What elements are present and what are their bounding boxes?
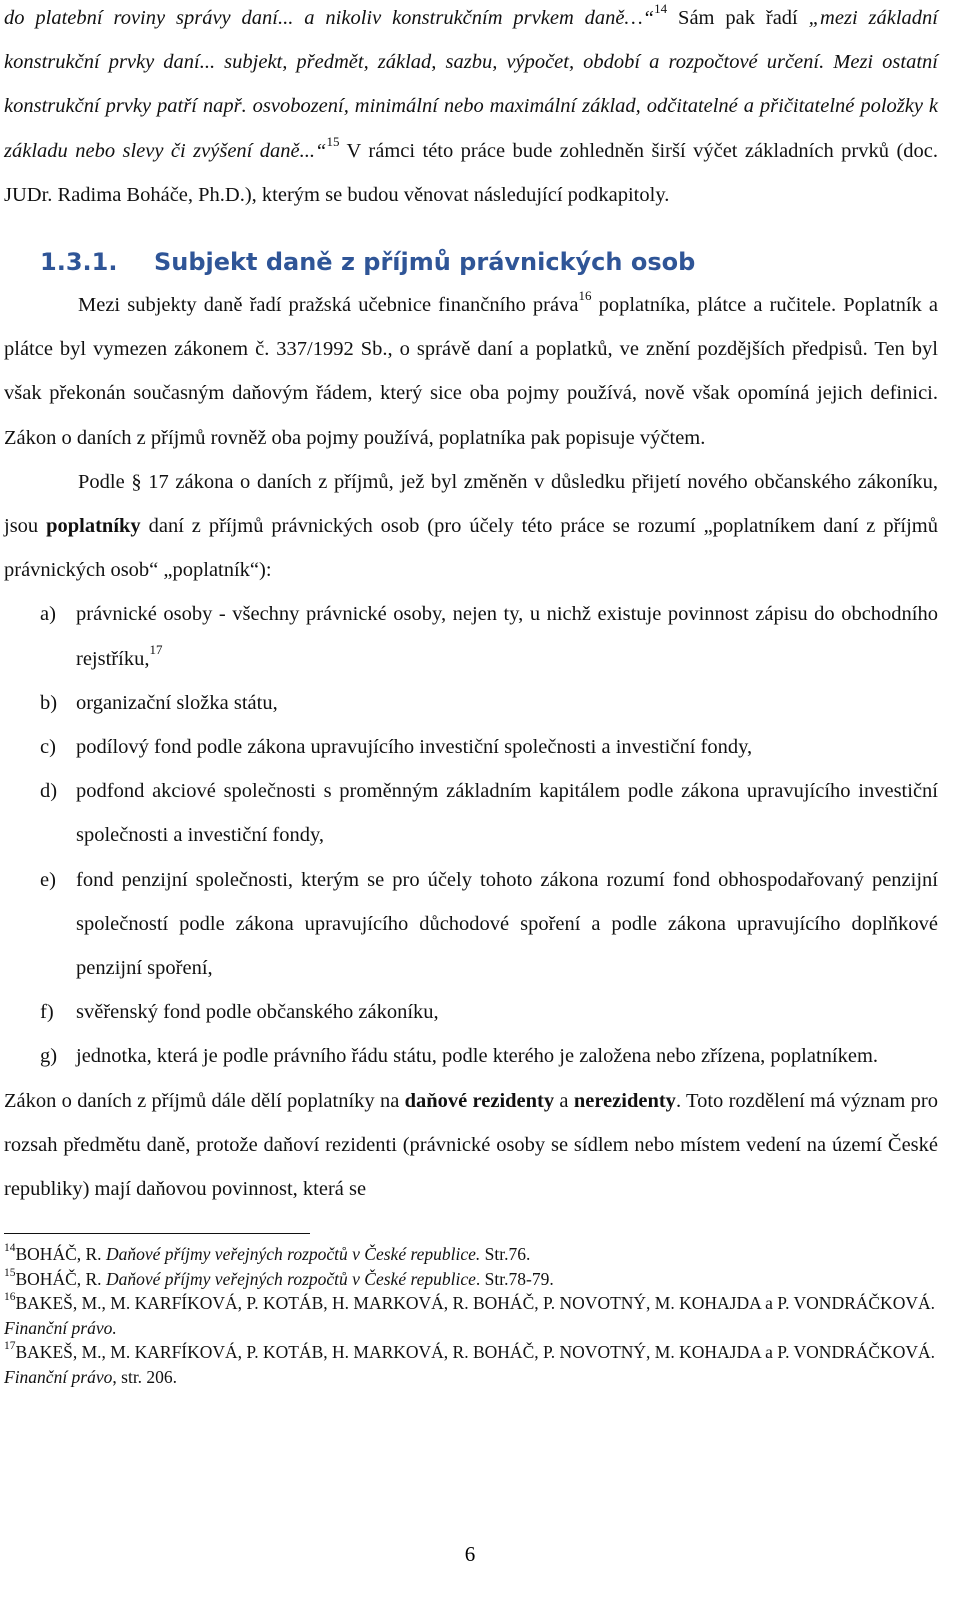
footnote: [4, 1291, 938, 1340]
list-item: [4, 858, 938, 991]
body-text: V rámci této práce bude zohledněn širší výčet základních prvků (doc. JUDr. Radima Boháče, Ph.D.), kterým se budou věnovat následující podkapitoly.: [4, 139, 938, 206]
list-item: [4, 592, 938, 680]
footnote-ref[interactable]: 17: [149, 641, 163, 657]
list-item-text: [76, 769, 938, 857]
list-item-content: podílový fond podle zákona upravujícího investiční společnosti a investiční fondy,: [76, 736, 753, 759]
footnote-text: Str.76.: [480, 1244, 531, 1265]
footnote: [4, 1340, 938, 1389]
body-text: Mezi subjekty daně řadí pražská učebnice finančního práva: [78, 294, 579, 317]
footnote-text: . Str.78-79.: [475, 1268, 554, 1289]
list-marker: b): [40, 691, 58, 714]
section-title: Subjekt daně z příjmů právnických osob: [154, 248, 696, 277]
bold-term: poplatníky: [46, 515, 141, 538]
paragraph-intro: [4, 0, 938, 217]
body-text: poplatníka, plátce a ručitele. Poplatník a plátce byl vymezen zákonem č. 337/1992 Sb., o správě daní a poplatků, ve znění pozdějších předpisů. Ten byl však překonán současným daňovým řádem, který sice oba pojmy používá, nově však opomíná jejich definici. Zákon o daních z příjmů rovněž oba pojmy používá, poplatníka pak popisuje výčtem.: [4, 294, 939, 449]
list-item-content: fond penzijní společnosti, kterým se pro účely tohoto zákona rozumí fond obhospodařovaný penzijní společností podle zákona upravujícího důchodové spoření a podle zákona upravujícího doplňkové penzijní spoření,: [76, 868, 938, 980]
footnote-number: 16: [4, 1291, 16, 1304]
list-item: [4, 725, 938, 769]
footnote-text: BOHÁČ, R.: [15, 1244, 106, 1265]
footnote-text: BAKEŠ, M., M. KARFÍKOVÁ, P. KOTÁB, H. MARKOVÁ, R. BOHÁČ, P. NOVOTNÝ, M. KOHAJDA a P. VONDRÁČKOVÁ.: [15, 1293, 935, 1314]
list-item-text: [76, 990, 938, 1034]
list-item-content: právnické osoby - všechny právnické osoby, nejen ty, u nichž existuje povinnost zápisu do obchodního rejstříku,: [76, 603, 938, 670]
quote-text: do platební roviny správy daní... a nikoliv konstrukčním prvkem daně…“: [4, 7, 655, 29]
list-item-content: podfond akciové společnosti s proměnným základním kapitálem podle zákona upravujícího investiční společnosti a investiční fondy,: [76, 780, 938, 847]
footnote-number: 17: [4, 1340, 16, 1353]
bold-term: daňové rezidenty: [404, 1089, 555, 1112]
body-text: Sám pak řadí: [667, 7, 809, 29]
body-text: daní z příjmů právnických osob (pro účely této práce se rozumí „poplatníkem daní z příjmů právnických osob“ „poplatník“):: [4, 515, 938, 582]
body-text: Podle § 17 zákona o daních z příjmů, jež byl změněn v důsledku přijetí nového občanského zákoníku, jsou: [4, 470, 938, 538]
paragraph-residency: [4, 1079, 938, 1212]
list-item-text: [76, 1034, 938, 1078]
section-number: 1.3.1.: [40, 248, 118, 277]
footnote-number: 14: [4, 1242, 16, 1255]
footnote: [4, 1242, 938, 1267]
list-item-text: [76, 858, 938, 991]
footnote-title: Daňové příjmy veřejných rozpočtů v České republice: [105, 1268, 476, 1289]
list-marker: e): [40, 868, 56, 891]
list-item-content: jednotka, která je podle právního řádu státu, podle kterého je založena nebo zřízena, poplatníkem.: [76, 1045, 879, 1068]
list-marker: f): [40, 1001, 54, 1024]
list-marker: d): [40, 780, 58, 803]
document-page: [4, 0, 938, 1389]
list-item-text: [76, 592, 938, 680]
bold-term: nerezidenty: [573, 1089, 676, 1112]
list-item-text: [76, 681, 938, 725]
list-marker: g): [40, 1045, 58, 1068]
list-item: [4, 681, 938, 725]
footnotes: [4, 1242, 938, 1389]
paragraph-taxpayers: [4, 460, 938, 593]
list-item-content: organizační složka státu,: [76, 691, 278, 714]
footnote-number: 15: [4, 1266, 16, 1279]
list-item-text: [76, 725, 938, 769]
list-item-content: svěřenský fond podle občanského zákoníku,: [76, 1001, 439, 1024]
footnote-ref[interactable]: 15: [326, 133, 340, 149]
footnote-separator: [4, 1233, 310, 1234]
list-marker: c): [40, 736, 56, 759]
body-text: a: [554, 1089, 574, 1112]
footnote-ref[interactable]: 14: [654, 1, 668, 17]
list-item: [4, 990, 938, 1034]
body-text: Zákon o daních z příjmů dále dělí poplatníky na: [4, 1089, 405, 1112]
quote-text: „mezi základní konstrukční prvky daní... subjekt, předmět, základ, sazbu, výpočet, období a rozpočtové určení. Mezi ostatní konstrukční prvky patří např. osvobození, minimální nebo maximální základ, odčitatelné a přičitatelné položky k základu nebo slevy či zvýšení daně...“: [4, 7, 938, 162]
footnote-title: Finanční právo: [4, 1366, 113, 1387]
page-number: 6: [464, 1542, 476, 1566]
list-item: [4, 769, 938, 857]
list-marker: a): [40, 603, 56, 626]
footnote-text: , str. 206.: [112, 1366, 178, 1387]
taxpayer-list: [4, 592, 938, 1078]
list-item: [4, 1034, 938, 1078]
paragraph-subjects: [4, 283, 938, 460]
footnote-text: BOHÁČ, R.: [15, 1268, 106, 1289]
body-text: . Toto rozdělení má význam pro rozsah předmětu daně, protože daňoví rezidenti (právnické osoby se sídlem nebo místem vedení na území České republiky) mají daňovou povinnost, která se: [4, 1089, 938, 1201]
footnote-ref[interactable]: 16: [578, 288, 592, 304]
section-heading: [4, 247, 938, 277]
footnote-title: Finanční právo.: [4, 1317, 117, 1338]
footnote-title: Daňové příjmy veřejných rozpočtů v České republice.: [105, 1244, 481, 1265]
footnote: [4, 1267, 938, 1292]
footnote-text: BAKEŠ, M., M. KARFÍKOVÁ, P. KOTÁB, H. MARKOVÁ, R. BOHÁČ, P. NOVOTNÝ, M. KOHAJDA a P. VONDRÁČKOVÁ.: [15, 1342, 935, 1363]
